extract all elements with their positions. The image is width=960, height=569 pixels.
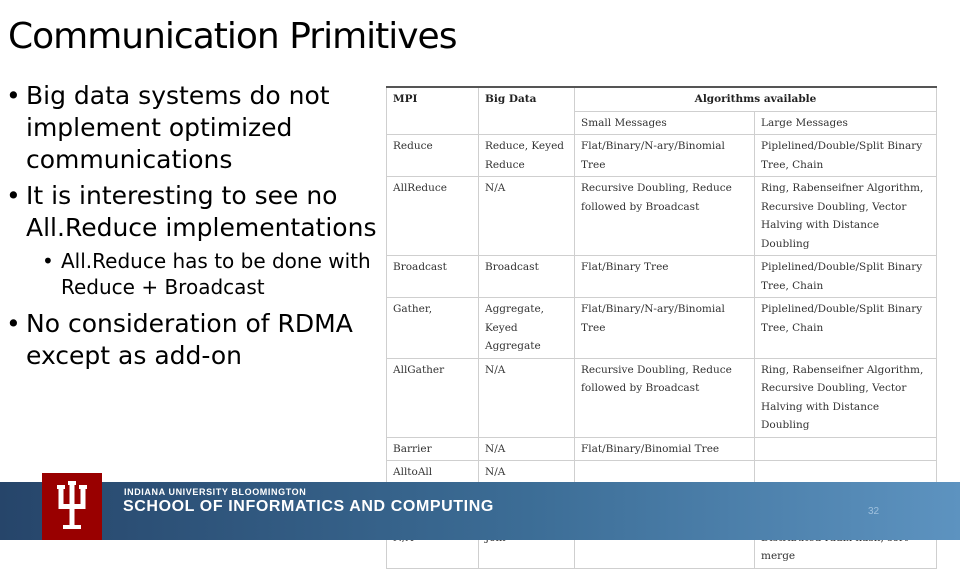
- table-cell: Broadcast: [387, 256, 479, 298]
- table-cell: Barrier: [387, 437, 479, 461]
- table-cell: N/A: [479, 358, 575, 437]
- table-cell: merge: [755, 526, 937, 568]
- table-cell: [755, 461, 937, 485]
- header-big-data: Big Data: [479, 87, 575, 135]
- trident-icon: [42, 473, 102, 540]
- header-mpi: MPI: [387, 87, 479, 135]
- table-cell: Piplelined/Double/Split Binary Tree, Chain: [755, 298, 937, 359]
- table-cell: Ring, Rabenseifner Algorithm, Recursive Doubling, Vector Halving with Distance Doubling: [755, 177, 937, 256]
- table-cell: Ring, Rabenseifner Algorithm, Recursive Doubling, Vector Halving with Distance Doubling: [755, 358, 937, 437]
- table-row: [387, 437, 937, 461]
- table-cell: Flat/Binary Tree: [575, 256, 755, 298]
- table-row: [387, 135, 937, 177]
- bullet-marker: •: [6, 309, 21, 338]
- table-cell: AllGather: [387, 358, 479, 437]
- table-cell: Reduce: [387, 135, 479, 177]
- table-row: [387, 461, 937, 485]
- bullet-item: [6, 180, 386, 244]
- table-cell: Flat/Binary/N-ary/Binomial Tree: [575, 135, 755, 177]
- table-cell: N/A: [479, 437, 575, 461]
- table-cell: Piplelined/Double/Split Binary Tree, Chain: [755, 135, 937, 177]
- table-row: [387, 298, 937, 359]
- table-cell: Recursive Doubling, Reduce followed by Broadcast: [575, 358, 755, 437]
- school-name: SCHOOL OF INFORMATICS AND COMPUTING: [123, 498, 494, 515]
- header-algorithms: Algorithms available: [575, 87, 937, 111]
- university-name: INDIANA UNIVERSITY BLOOMINGTON: [124, 487, 307, 497]
- bullet-item: [6, 308, 386, 372]
- table-row: [387, 177, 937, 256]
- bullet-text: Big data systems do not implement optimized communications: [26, 81, 330, 174]
- table-cell: AllReduce: [387, 177, 479, 256]
- table-cell: Broadcast: [479, 256, 575, 298]
- table-row: [387, 358, 937, 437]
- table-cell: Flat/Binary/Binomial Tree: [575, 437, 755, 461]
- bullet-marker: •: [6, 181, 21, 210]
- table-cell: Piplelined/Double/Split Binary Tree, Chain: [755, 256, 937, 298]
- bullet-text: It is interesting to see no All.Reduce implementations: [26, 181, 377, 242]
- bullet-marker: •: [42, 249, 54, 273]
- table-cell: [755, 437, 937, 461]
- sub-bullet-item: [6, 248, 386, 300]
- table-cell: Reduce, Keyed Reduce: [479, 135, 575, 177]
- page-number: 32: [868, 506, 880, 517]
- bullet-text: No consideration of RDMA except as add-on: [26, 309, 353, 370]
- iu-logo: [42, 473, 102, 540]
- table-row: [387, 256, 937, 298]
- table-cell: N/A: [479, 177, 575, 256]
- bullet-marker: •: [6, 81, 21, 110]
- bullet-item: [6, 80, 386, 176]
- slide-title: Communication Primitives: [8, 16, 457, 57]
- table-cell: Gather,: [387, 298, 479, 359]
- header-small-messages: Small Messages: [575, 111, 755, 135]
- table-cell: N/A: [479, 461, 575, 485]
- sub-bullet-text: All.Reduce has to be done with Reduce + Broadcast: [61, 249, 371, 299]
- table-cell: Aggregate, Keyed Aggregate: [479, 298, 575, 359]
- table-cell: AlltoAll: [387, 461, 479, 485]
- table-cell: Recursive Doubling, Reduce followed by Broadcast: [575, 177, 755, 256]
- header-large-messages: Large Messages: [755, 111, 937, 135]
- bullet-list: [6, 80, 386, 376]
- table-cell: Flat/Binary/N-ary/Binomial Tree: [575, 298, 755, 359]
- table-cell: [575, 461, 755, 485]
